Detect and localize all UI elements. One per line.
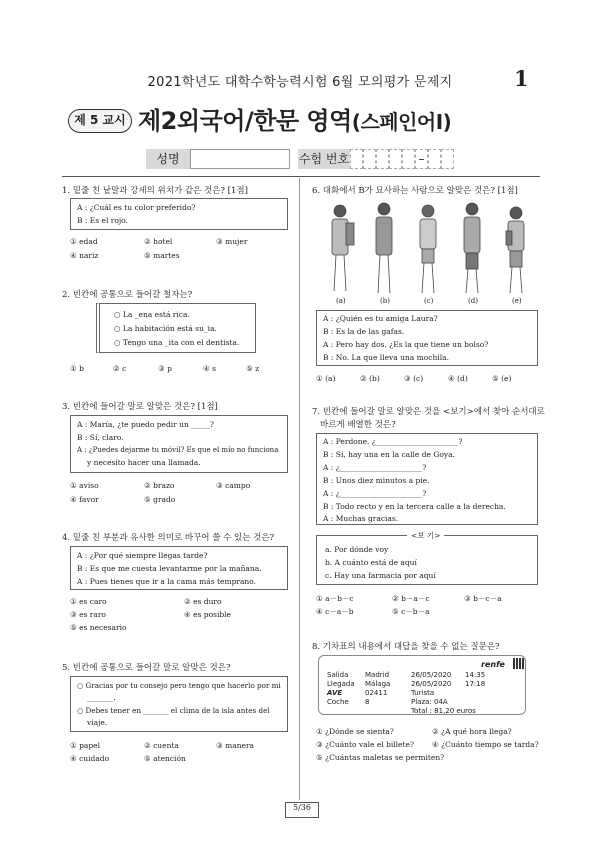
question-7-title-cont: 바르게 배열한 것은?: [320, 420, 396, 430]
dialogue-line: A : Pues tienes que ir a la cama más temprano.: [77, 577, 257, 586]
question-5-box: [70, 676, 288, 732]
option[interactable]: ② c: [113, 364, 127, 373]
option[interactable]: ⑤ grado: [144, 495, 176, 504]
question-4-box: [70, 546, 288, 590]
option[interactable]: ⑤ es necesario: [70, 623, 127, 632]
question-7-title: 7. 빈칸에 들어갈 말로 알맞은 것을 <보기>에서 찾아 순서대로: [312, 407, 545, 417]
option[interactable]: ③ mujer: [216, 237, 248, 246]
header-rule: [62, 176, 540, 177]
dialogue-line: B : Sí, claro.: [77, 433, 124, 442]
ticket-cell: 14:35: [465, 671, 486, 679]
option[interactable]: ② b－a－c: [392, 594, 430, 603]
question-1-title: 1. 밑줄 친 낱말과 강세의 위치가 같은 것은? [1점]: [62, 186, 248, 196]
option[interactable]: ① es caro: [70, 597, 107, 606]
question-1-box: [70, 198, 288, 230]
option[interactable]: ④ c－a－b: [316, 607, 354, 616]
option[interactable]: ⑤ (e): [492, 374, 512, 383]
option[interactable]: ① papel: [70, 741, 101, 750]
sentence-line: _______.: [87, 693, 116, 702]
option[interactable]: ② ¿A qué hora llega?: [432, 727, 512, 736]
page-footer: 5/36: [285, 802, 319, 818]
figure-label: (d): [468, 297, 478, 305]
option[interactable]: ⑤ z: [246, 364, 260, 373]
dialogue-line: A : Muchas gracias.: [323, 514, 399, 523]
exam-digit-cell[interactable]: [350, 149, 363, 169]
person-d-figure: [464, 203, 480, 293]
exam-digit-cell[interactable]: [428, 149, 441, 169]
exam-digit-cell[interactable]: [441, 149, 454, 169]
option[interactable]: ④ cuidado: [70, 754, 110, 763]
dialogue-line: A : Pero hay dos. ¿Es la que tiene un bolso?: [323, 340, 489, 349]
dialogue-line: B : Es el rojo.: [77, 216, 128, 225]
exam-digit-cell[interactable]: [402, 149, 415, 169]
figure-label: (c): [424, 297, 434, 305]
option[interactable]: ① a－b－c: [316, 594, 354, 603]
bogi-item: a. Por dónde voy: [325, 545, 389, 554]
ticket-cell: AVE: [327, 689, 343, 697]
option[interactable]: ④ (d): [448, 374, 468, 383]
exam-number-label: 수험 번호: [298, 149, 350, 169]
option[interactable]: ② es duro: [184, 597, 222, 606]
option[interactable]: ① aviso: [70, 481, 99, 490]
exam-digit-cell[interactable]: [363, 149, 376, 169]
question-7-bogi-box: [316, 531, 538, 585]
person-a-figure: [332, 205, 354, 291]
dialogue-line: A : ¿Puedes dejarme tu móvil? Es que el mío no funciona: [77, 446, 279, 454]
figure-label: (b): [380, 297, 390, 305]
option[interactable]: ③ manera: [216, 741, 255, 750]
dialogue-line: A : ¿______________________?: [323, 489, 427, 498]
option[interactable]: ③ ¿Cuánto vale el billete?: [316, 740, 414, 749]
sentence-line: ○ Gracias por tu consejo pero tengo que hacerlo por mi: [77, 681, 281, 690]
question-3-title: 3. 빈칸에 들어갈 말로 알맞은 것은? [1점]: [62, 402, 218, 412]
question-8-title: 8. 기차표의 내용에서 대답을 찾을 수 없는 질문은?: [312, 642, 500, 652]
footer-total-pages: 36: [300, 803, 311, 812]
dialogue-line: A : ¿Quién es tu amiga Laura?: [323, 314, 438, 323]
option[interactable]: ④ ¿Cuánto tiempo se tarda?: [432, 740, 539, 749]
period-badge: 제 5 교시: [68, 109, 132, 133]
dialogue-line: B : Todo recto y en la tercera calle a la derecha.: [323, 502, 506, 511]
option[interactable]: ③ (c): [404, 374, 424, 383]
dialogue-line: A : María, ¿te puedo pedir un _____?: [77, 420, 214, 429]
ticket-cell: Málaga: [365, 680, 391, 688]
dialogue-line: B : Sí, hay una en la calle de Goya.: [323, 450, 455, 459]
name-field[interactable]: [190, 149, 290, 169]
dialogue-line: B : Unos diez minutos a pie.: [323, 476, 430, 485]
figure-label: (e): [512, 297, 522, 305]
dialogue-line: A : ¿Por qué siempre llegas tarde?: [77, 551, 208, 560]
ticket-cell: 8: [365, 698, 370, 706]
ticket-cell: Salida: [327, 671, 349, 679]
person-c-figure: [420, 205, 436, 293]
question-5-title: 5. 빈칸에 공통으로 들어갈 말로 알맞은 것은?: [62, 663, 231, 673]
person-e-figure: [506, 207, 524, 293]
ticket-cell: 02411: [365, 689, 388, 697]
sentence-line: viaje.: [87, 718, 108, 727]
figure-label: (a): [336, 297, 346, 305]
dialogue-line: B : Es la de las gafas.: [323, 327, 405, 336]
subject-title: [138, 101, 451, 136]
sentence-line: ○ La habitación está su_ia.: [114, 324, 217, 333]
option[interactable]: ② hotel: [144, 237, 173, 246]
option[interactable]: ① b: [70, 364, 84, 373]
q6-people-illustration: [316, 197, 538, 305]
option[interactable]: ④ s: [203, 364, 216, 373]
ticket-cell: Madrid: [365, 671, 390, 679]
qr-code-icon: [513, 658, 524, 669]
question-7-box: [316, 433, 538, 525]
option[interactable]: ⑤ atención: [144, 754, 186, 763]
sentence-line: ○ La _ena está rica.: [114, 310, 190, 319]
exam-subtitle: 2021학년도 대학수학능력시험 6월 모의평가 문제지: [147, 75, 453, 90]
dialogue-line: A : ¿Cuál es tu color preferido?: [77, 203, 196, 212]
sentence-line: ○ Tengo una _ita con el dentista.: [114, 338, 240, 347]
option[interactable]: ① ¿Dónde se sienta?: [316, 727, 394, 736]
ticket-cell: 26/05/2020: [411, 671, 452, 679]
dialogue-line: y necesito hacer una llamada.: [87, 458, 201, 467]
subject-sub: (스페인어Ⅰ): [351, 110, 452, 134]
dialogue-line: B : Es que me cuesta levantarme por la mañana.: [77, 564, 262, 573]
train-ticket: [318, 655, 526, 715]
page-number: 1: [514, 66, 529, 91]
ticket-brand: renfe: [481, 660, 505, 669]
option[interactable]: ⑤ c－b－a: [392, 607, 430, 616]
ticket-cell: Llegada: [327, 680, 355, 688]
ticket-total: Total : 81,20 euros: [411, 707, 476, 715]
bogi-item: c. Hay una farmacia por aquí: [325, 571, 436, 580]
bogi-label: <보 기>: [407, 530, 444, 541]
ticket-cell: Coche: [327, 698, 349, 706]
question-4-title: 4. 밑줄 친 부분과 유사한 의미로 바꾸어 쓸 수 있는 것은?: [62, 533, 275, 543]
option[interactable]: ④ nariz: [70, 251, 99, 260]
question-6-box: [316, 310, 538, 366]
question-6-title: 6. 대화에서 B가 묘사하는 사람으로 알맞은 것은? [1점]: [312, 186, 518, 196]
dialogue-line: A : ¿______________________?: [323, 463, 427, 472]
option[interactable]: ② (b): [360, 374, 380, 383]
question-2-title: 2. 빈칸에 공통으로 들어갈 철자는?: [62, 290, 193, 300]
exam-dash-cell: –: [415, 149, 428, 169]
ticket-cell: 17:18: [465, 680, 486, 688]
option[interactable]: ① edad: [70, 237, 98, 246]
option[interactable]: ④ es posible: [184, 610, 231, 619]
dialogue-line: A : Perdone. ¿______________________?: [323, 437, 463, 446]
exam-digit-cell[interactable]: [376, 149, 389, 169]
option[interactable]: ⑤ martes: [144, 251, 180, 260]
ticket-cell: Turista: [411, 689, 435, 697]
ticket-cell: Plaza: 04A: [411, 698, 448, 706]
option[interactable]: ② brazo: [144, 481, 175, 490]
footer-current-page: 5: [293, 803, 299, 812]
dialogue-line: B : No. La que lleva una mochila.: [323, 353, 449, 362]
question-3-box: [70, 415, 288, 473]
option[interactable]: ② cuenta: [144, 741, 179, 750]
question-2-notebook: [96, 303, 256, 353]
sentence-line: ○ Debes tener en _______ el clima de la isla antes del: [77, 706, 270, 715]
name-exam-bar: [146, 149, 456, 169]
option[interactable]: ③ b－c－a: [464, 594, 502, 603]
person-b-figure: [376, 203, 392, 293]
option[interactable]: ③ campo: [216, 481, 251, 490]
option[interactable]: ① (a): [316, 374, 336, 383]
bogi-item: b. A cuánto está de aquí: [325, 558, 417, 567]
option[interactable]: ⑤ ¿Cuántas maletas se permiten?: [316, 753, 445, 762]
column-divider: [299, 178, 300, 800]
ticket-cell: 26/05/2020: [411, 680, 452, 688]
option[interactable]: ③ p: [158, 364, 172, 373]
option[interactable]: ③ es raro: [70, 610, 106, 619]
subject-main: 제2외국어/한문 영역: [138, 107, 352, 135]
option[interactable]: ④ favor: [70, 495, 99, 504]
exam-digit-cell[interactable]: [389, 149, 402, 169]
name-label: 성명: [146, 149, 190, 169]
